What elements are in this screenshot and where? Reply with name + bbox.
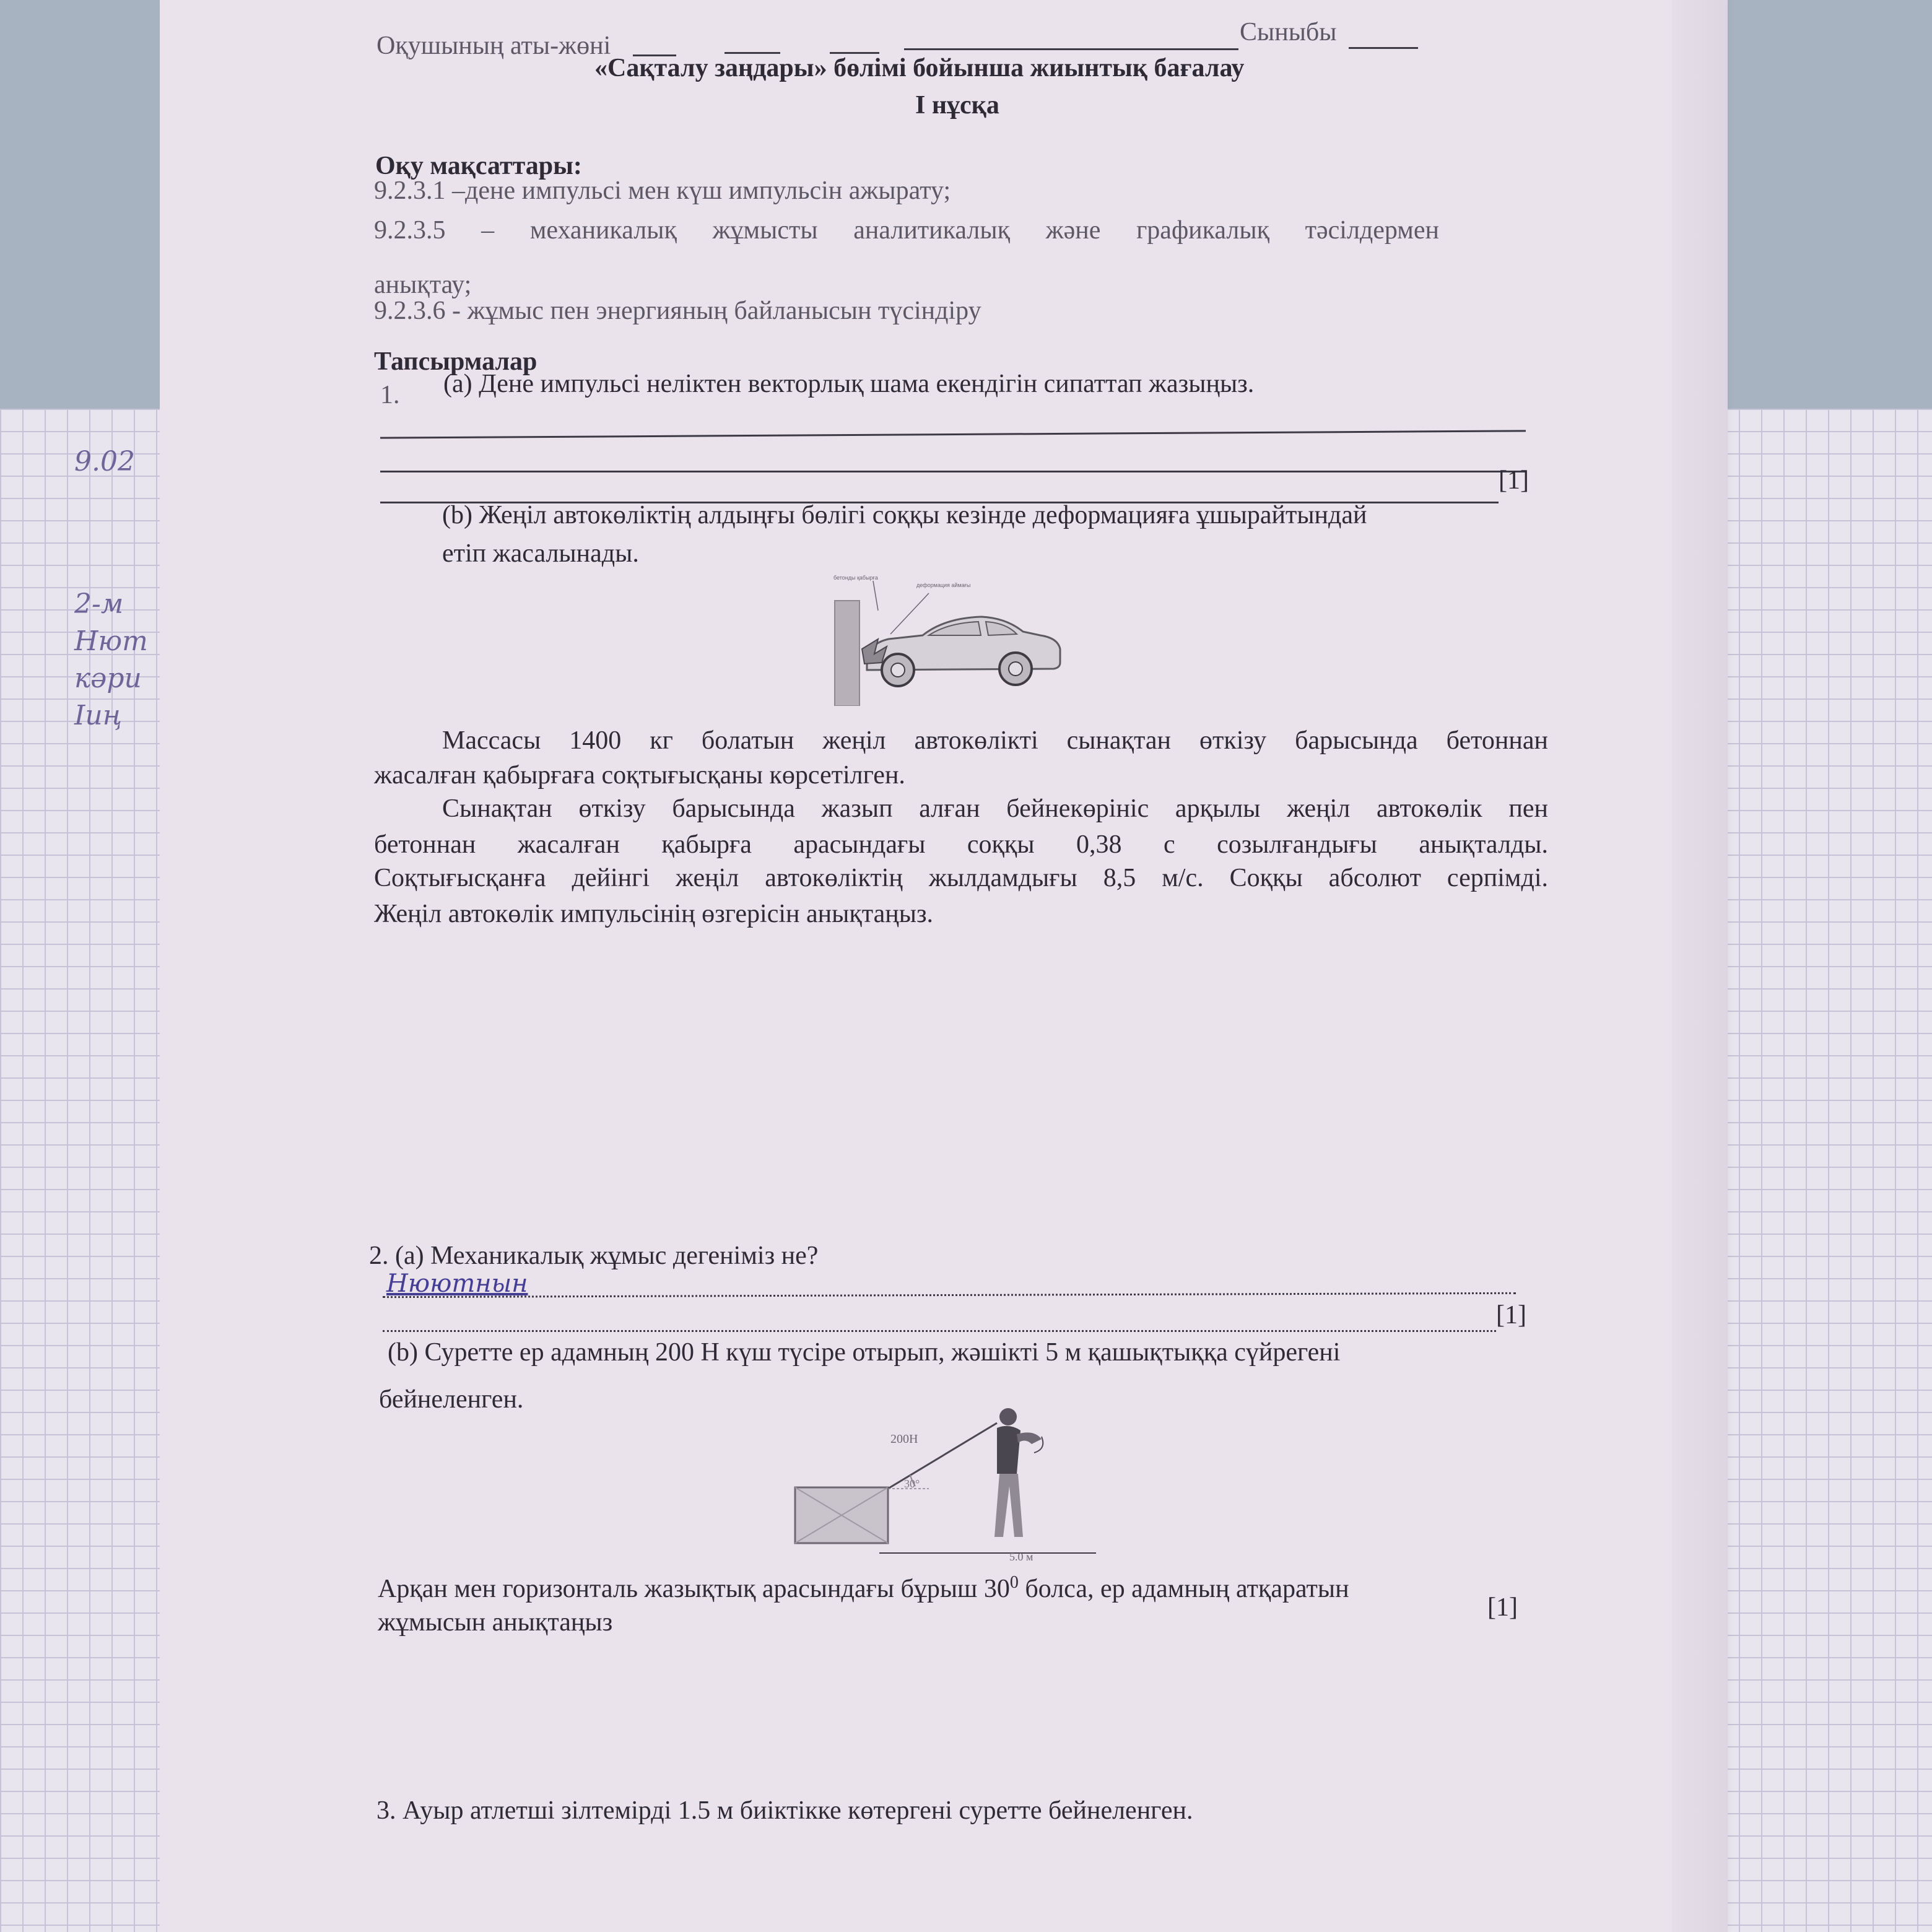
task1-number: 1. [380,381,400,409]
degree-sign: 0 [1009,1573,1019,1592]
handwritten-answer: Нюютнын [386,1269,528,1298]
task2b-text: (b) Суретте ер адамның 200 Н күш түсіре отырып, жәшікті 5 м қашықтыққа сүйрегені [388,1338,1341,1367]
task3-text: 3. Ауыр атлетші зілтемірді 1.5 м биіктікке көтергені суретте бейнеленген. [376,1796,1193,1825]
objective-item: 9.2.3.1 –дене импульсі мен күш импульсін ажырату; [374,176,951,205]
task1-paragraph: жасалған қабырғаға соқтығысқаны көрсетілген. [374,761,905,790]
task1-paragraph: Сынақтан өткізу барысында жазып алған бейнекөрініс арқылы жеңіл автокөлік пен [442,794,1548,823]
task2b-question-text: болса, ер адамның атқаратын [1018,1575,1349,1603]
angle-label: 30° [904,1477,920,1490]
variant-label: I нұсқа [915,91,999,120]
distance-label: 5.0 м [1009,1551,1033,1560]
task2a-mark: [1] [1496,1301,1526,1329]
figure-label: бетонды қабырға [833,575,878,581]
student-name-label: Оқушының аты-жөні [376,32,611,60]
margin-note: Іиң [74,700,123,731]
tasks-heading: Тапсырмалар [374,347,537,376]
task1b-text: (b) Жеңіл автокөліктің алдыңғы бөлігі соққы кезінде деформацияға ұшырайтындай [442,501,1367,529]
task1-paragraph: Жеңіл автокөлік импульсінің өзгерісін анықтаңыз. [374,900,934,928]
objectives-heading: Оқу мақсаттары: [375,152,582,180]
task2b-question [378,1573,1349,1604]
task1b-text: етіп жасалынады. [442,539,639,568]
task2a-question: 2. (a) Механикалық жұмыс дегеніміз не? [369,1242,819,1270]
task2b-question-text: Арқан мен горизонталь жазықтық арасындағы бұрыш 30 [378,1575,1010,1603]
margin-note: 2-м [74,588,124,620]
task2b-text: бейнеленген. [379,1385,524,1414]
objective-item: 9.2.3.6 - жұмыс пен энергияның байланысын түсіндіру [374,297,981,325]
task1-paragraph: Соқтығысқанға дейінгі жеңіл автокөліктің жылдамдығы 8,5 м/с. Соққы абсолют серпімді. [374,864,1548,892]
task1a-mark: [1] [1499,466,1529,495]
objective-item: анықтау; [374,271,472,299]
task1-paragraph: бетоннан жасалған қабырға арасындағы соққы 0,38 с созылғандығы анықталды. [374,830,1548,859]
sheet-edge [1672,0,1728,1932]
page-title: «Сақталу заңдары» бөлімі бойынша жиынтық бағалау [594,54,1245,82]
pulling-box-figure [786,1393,1108,1560]
force-label: 200Н [890,1432,918,1446]
answer-line[interactable] [383,1330,1496,1332]
name-blank[interactable] [904,48,1238,50]
figure-label: деформация аймағы [916,582,971,588]
margin-note: 9.02 [74,446,135,477]
grade-blank[interactable] [1349,47,1418,49]
car-crash-figure [830,570,1065,706]
margin-note: Нют [74,625,148,657]
task1a-question: (a) Дене импульсі неліктен векторлық шама екендігін сипаттап жазыңыз. [443,370,1255,398]
objective-item: 9.2.3.5 – механикалық жұмысты аналитикалық және графикалық тәсілдермен [374,216,1439,245]
grade-label: Сыныбы [1240,18,1337,46]
task2b-mark: [1] [1487,1593,1518,1622]
answer-line[interactable] [380,471,1526,472]
task1-paragraph: Массасы 1400 кг болатын жеңіл автокөлікті сынақтан өткізу барысында бетоннан [442,726,1548,755]
margin-note: кәри [74,663,142,694]
task2b-question-line2: жұмысын анықтаңыз [378,1608,613,1637]
